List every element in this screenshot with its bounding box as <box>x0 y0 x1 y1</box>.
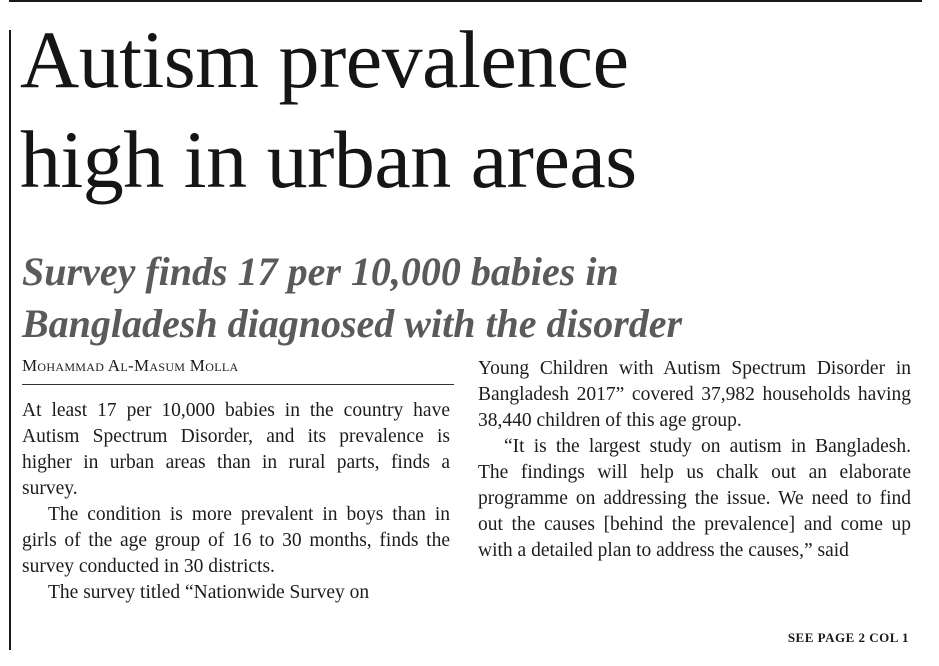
byline: Mohammad Al-Masum Molla <box>22 356 239 375</box>
paragraph-3: The survey titled “Nationwide Survey on <box>48 582 370 603</box>
paragraph-1: At least 17 per 10,000 babies in the country have Autism Spectrum Disorder, and its prevalence is higher in urban areas than in rural parts, finds a survey. <box>22 400 450 499</box>
headline-line-1: Autism prevalence <box>20 14 629 105</box>
headline <box>20 10 925 210</box>
subheadline <box>22 246 927 350</box>
article-column-left <box>22 398 450 606</box>
continuation-note: SEE PAGE 2 COL 1 <box>787 630 909 645</box>
top-border-rule <box>9 0 922 2</box>
paragraph-2: The condition is more prevalent in boys than in girls of the age group of 16 to 30 months, finds the survey conducted in 30 districts. <box>22 504 450 577</box>
paragraph-5: “It is the largest study on autism in Bangladesh. The findings will help us chalk out an elaborate programme on addressing the issue. We need to find out the causes [behind the prevalence] and come up with a detailed plan to address the causes,” said <box>478 436 911 561</box>
paragraph-4: Young Children with Autism Spectrum Disorder in Bangladesh 2017” covered 37,982 households having 38,440 children of this age group. <box>478 358 911 431</box>
subheadline-line-2: Bangladesh diagnosed with the disorder <box>22 301 683 346</box>
article-column-right <box>478 356 911 564</box>
subheadline-line-1: Survey finds 17 per 10,000 babies in <box>22 249 619 294</box>
headline-line-2: high in urban areas <box>20 114 637 205</box>
byline-divider <box>22 384 454 385</box>
left-border-rule <box>9 30 11 650</box>
